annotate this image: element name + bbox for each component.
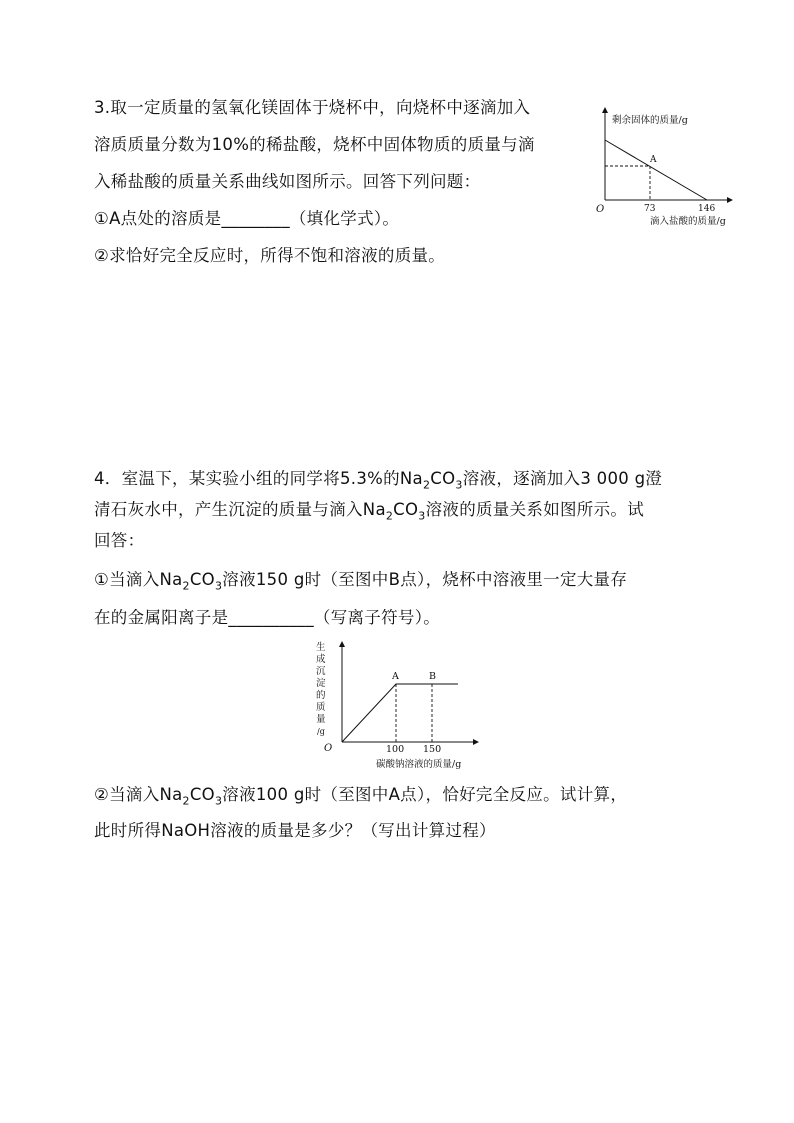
q4-line-6: ②当滴入$Na_2CO_3$溶液100 g时（至图中A点），恰好完全反应。试计算， [94, 785, 628, 808]
q3-origin: O [596, 204, 605, 215]
q4-xtick-150: 150 [423, 744, 442, 755]
q3-line-curve [605, 140, 707, 200]
q4-line-1: 4．室温下，某实验小组的同学将5.3%的$Na_2CO_3$溶液，逐滴加入3 000 g澄 [94, 469, 663, 492]
q3-xtick-146: 146 [698, 204, 716, 214]
q4-point-b: B [429, 671, 436, 682]
q4-line-7: 此时所得NaOH溶液的质量是多少？（写出计算过程） [94, 821, 496, 840]
svg-text:量: 量 [316, 714, 326, 725]
q4-line-4: ①当滴入$Na_2CO_3$溶液150 g时（至图中B点），烧杯中溶液里一定大量存 [94, 570, 628, 593]
q4-xlabel: 碳酸钠溶液的质量/g [376, 759, 462, 770]
q4-xtick-100: 100 [386, 744, 405, 755]
q4-line-2: 清石灰水中，产生沉淀的质量与滴入$Na_2CO_3$溶液的质量关系如图所示。试 [94, 500, 644, 523]
q4-point-a: A [392, 671, 399, 682]
q3-line-5: ②求恰好完全反应时，所得不饱和溶液的质量。 [94, 246, 446, 265]
q3-ylabel: 剩余固体的质量/g [612, 115, 688, 126]
q4-curve [342, 684, 458, 742]
q3-line-4: ①A点处的溶质是________（填化学式）。 [94, 209, 400, 228]
svg-text:/g: /g [317, 727, 325, 736]
q4-line-3: 回答： [94, 531, 145, 550]
q3-line-2: 溶质质量分数为10%的稀盐酸，烧杯中固体物质的质量与滴 [94, 135, 535, 154]
q3-figure [592, 100, 742, 230]
q3-xlabel: 滴入盐酸的质量/g [650, 216, 726, 227]
svg-text:生: 生 [316, 642, 326, 653]
svg-text:的: 的 [316, 690, 326, 701]
q3-xtick-73: 73 [644, 204, 656, 214]
svg-text:淀: 淀 [316, 678, 326, 689]
svg-text:沉: 沉 [316, 666, 326, 677]
q4-ylabel [316, 641, 326, 736]
q3-line-3: 入稀盐酸的质量关系曲线如图所示。回答下列问题： [94, 172, 481, 191]
q4-origin: O [324, 743, 333, 754]
q3-line-1: 3.取一定质量的氢氧化镁固体于烧杯中，向烧杯中逐滴加入 [94, 98, 531, 117]
svg-text:质: 质 [316, 702, 326, 713]
q4-figure [310, 636, 490, 772]
q4-line-5: 在的金属阳离子是__________（写离子符号）。 [94, 608, 441, 627]
q3-point-a: A [650, 155, 657, 165]
svg-text:成: 成 [316, 654, 326, 665]
